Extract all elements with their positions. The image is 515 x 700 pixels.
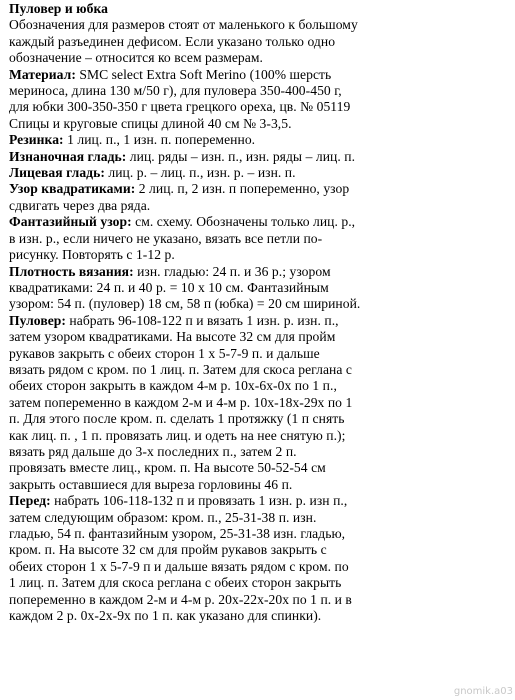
section-text: гладью, 54 п. фантазийным узором, 25-31-38 изн. гладью, (9, 526, 346, 541)
section-label: Резинка: (9, 132, 64, 148)
section-line (9, 510, 509, 526)
section-line (9, 395, 509, 411)
section-label: Изнаночная гладь: (9, 148, 127, 164)
document-body (9, 17, 509, 624)
intro-line: каждый разъединен дефисом. Если указано только одно (9, 33, 336, 49)
section-line (9, 362, 509, 378)
section-line (9, 526, 509, 542)
section-label: Перед: (9, 493, 51, 509)
intro-line: обозначение – относится ко всем размерам. (9, 50, 263, 66)
section-text: закрыть оставшиеся для выреза горловины 46 п. (9, 476, 293, 492)
section-line (9, 67, 509, 83)
section-line (9, 542, 509, 558)
section-line (9, 132, 509, 148)
document-page (9, 1, 509, 624)
section-line (9, 493, 509, 509)
section-text: затем следующим образом: кром. п., 25-31-38 п. изн. (9, 509, 317, 525)
section-text: в изн. р., если ничего не указано, вязать все петли по- (9, 230, 323, 246)
document-title: Пуловер и юбка (9, 1, 108, 16)
section-line (9, 559, 509, 575)
section-text: набрать 106-118-132 п и провязать 1 изн. р. изн п., (50, 493, 348, 509)
section-text: для юбки 300-350-350 г цвета грецкого ореха, цв. № 05119 (9, 99, 351, 115)
section-text: рисунку. Повторять с 1-12 р. (9, 247, 175, 263)
section-text: обеих сторон 1 х 5-7-9 п и дальше вязать рядом с кром. по (9, 558, 349, 574)
section-line (9, 608, 509, 624)
section-text: провязать вместе лиц., кром. п. На высоте 50-52-54 см (9, 460, 326, 476)
section-line (9, 116, 509, 132)
watermark: gnomik.a03 (453, 686, 513, 697)
section-line (9, 575, 509, 591)
section-label: Пуловер: (9, 312, 66, 328)
section-text: 2 лиц. п, 2 изн. п попеременно, узор (135, 181, 350, 197)
section-line (9, 329, 509, 345)
section-line (9, 592, 509, 608)
section-text: затем попеременно в каждом 2-м и 4-м р. 10х-18х-29х по 1 (9, 394, 353, 410)
section-text: 1 лиц. п., 1 изн. п. попеременно. (63, 132, 256, 148)
section-line (9, 264, 509, 280)
section-text: затем узором квадратиками. На высоте 32 см для пройм (9, 329, 336, 345)
section-text: лиц. р. – лиц. п., изн. р. – изн. п. (104, 165, 296, 181)
section-label: Фантазийный узор: (9, 214, 132, 230)
section-line (9, 231, 509, 247)
section-line (9, 411, 509, 427)
section-label: Узор квадратиками: (9, 181, 136, 197)
section-text: см. схему. Обозначены только лиц. р., (131, 214, 356, 230)
intro-line: Обозначения для размеров стоят от маленького к большому (9, 17, 358, 33)
section-line (9, 214, 509, 230)
section-text: узором: 54 п. (пуловер) 18 см, 58 п (юбка) = 20 см шириной. (9, 296, 361, 312)
section-text: кром. п. На высоте 32 см для пройм рукавов закрыть с (9, 542, 327, 558)
section-line (9, 198, 509, 214)
section-label: Плотность вязания: (9, 263, 134, 279)
section-text: как лиц. п. , 1 п. провязать лиц. и одеть на нее снятую п.); (9, 427, 346, 443)
section-label: Лицевая гладь: (9, 165, 105, 181)
section-line (9, 444, 509, 460)
section-text: 1 лиц. п. Затем для скоса реглана с обеих сторон закрыть (9, 575, 342, 591)
section-text: вязать ряд дальше до 3-х последних п., затем 2 п. (9, 443, 297, 459)
section-text: обеих сторон закрыть в каждом 4-м р. 10х-6х-0х по 1 п., (9, 378, 337, 394)
section-line (9, 247, 509, 263)
section-line (9, 149, 509, 165)
section-line (9, 181, 509, 197)
section-line (9, 280, 509, 296)
section-line (9, 296, 509, 312)
section-text: вязать рядом с кром. по 1 лиц. п. Затем для скоса реглана с (9, 361, 352, 377)
section-text: рукавов закрыть с обеих сторон 1 х 5-7-9 п. и дальше (9, 345, 320, 361)
section-line (9, 99, 509, 115)
section-text: SMC select Extra Soft Merino (100% шерсть (75, 66, 332, 82)
section-line (9, 460, 509, 476)
section-text: квадратиками: 24 п. и 40 р. = 10 х 10 см. Фантазийным (9, 279, 329, 295)
section-line (9, 477, 509, 493)
section-text: попеременно в каждом 2-м и 4-м р. 20х-22х-20х по 1 п. и в (9, 591, 352, 607)
section-text: п. Для этого после кром. п. сделать 1 протяжку (1 п снять (9, 411, 345, 427)
section-text: сдвигать через два ряда. (9, 197, 151, 213)
section-text: изн. гладью: 24 п. и 36 р.; узором (133, 263, 331, 279)
section-text: Спицы и круговые спицы длиной 40 см № 3-3,5. (9, 115, 292, 131)
section-line (9, 83, 509, 99)
section-text: лиц. ряды – изн. п., изн. ряды – лиц. п. (126, 148, 356, 164)
section-line (9, 346, 509, 362)
section-line (9, 378, 509, 394)
section-line (9, 428, 509, 444)
section-text: мериноса, длина 130 м/50 г), для пуловера 350-400-450 г, (9, 83, 342, 99)
section-label: Материал: (9, 66, 76, 82)
section-line (9, 313, 509, 329)
section-text: каждом 2 р. 0х-2х-9х по 1 п. как указано для спинки). (9, 608, 322, 624)
section-line (9, 165, 509, 181)
section-text: набрать 96-108-122 п и вязать 1 изн. р. изн. п., (65, 312, 339, 328)
